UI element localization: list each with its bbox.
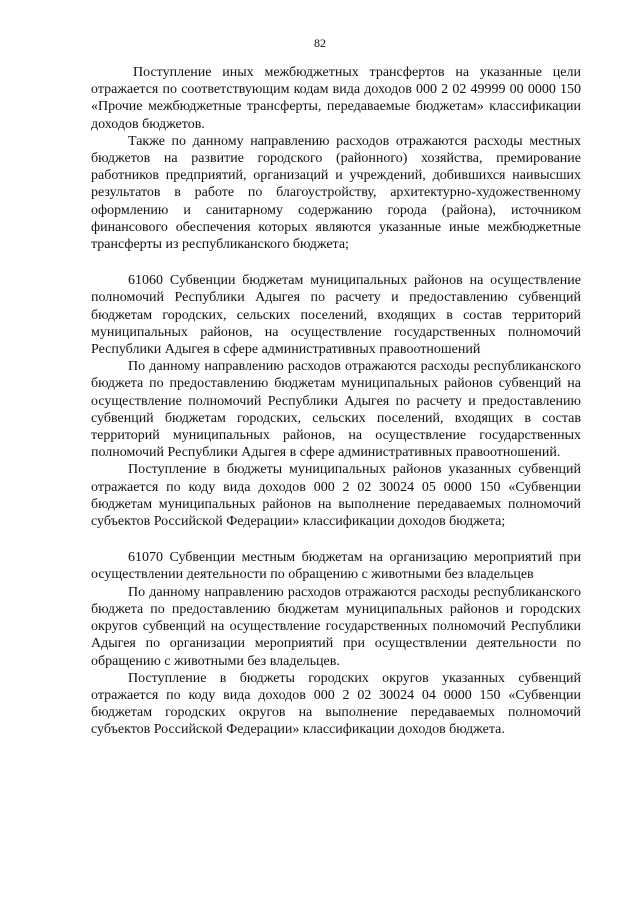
paragraph-transfer-receipt: Поступление иных межбюджетных трансфертов на указанные цели отражается по соответствующим кодам вида доходов 000 2 02 49999 00 0000 150 «Прочие межбюджетные трансферты, передаваемые бюджетам» классификации доходов бюджетов. (91, 65, 581, 132)
paragraph-61060-expenses: По данному направлению расходов отражаются расходы республиканского бюджета по предоставлению бюджетам муниципальных районов субвенций на осуществление полномочий Республики Адыгея по расчету и предоставлению субвенций бюджетам городских, сельских поселений, входящих в состав территорий муниципальных районов, на осуществление государственных полномочий Республики Адыгея в сфере административных правоотношений. (91, 359, 581, 461)
section-gap (91, 530, 581, 549)
document-body (91, 64, 581, 739)
paragraph-61060-receipt: Поступление в бюджеты муниципальных районов указанных субвенций отражается по коду вида доходов 000 2 02 30024 05 0000 150 «Субвенции бюджетам муниципальных районов на выполнение передаваемых полномочий субъектов Российской Федерации» классификации доходов бюджета; (91, 462, 581, 530)
paragraph-61070-expenses: По данному направлению расходов отражаются расходы республиканского бюджета по предоставлению бюджетам муниципальных районов и городских округов субвенций на осуществление государственных полномочий Республики Адыгея по организации мероприятий при осуществлении деятельности по обращению с животными без владельцев. (91, 584, 581, 669)
page-number: 82 (314, 36, 326, 50)
heading-61060: 61060 Субвенции бюджетам муниципальных районов на осуществление полномочий Республики Адыгея по расчету и предоставлению субвенций бюджетам городских, сельских поселений, входящих в состав территорий муниципальных районов, на осуществление государственных полномочий Республики Адыгея в сфере административных правоотношений (91, 273, 581, 358)
heading-61070: 61070 Субвенции местным бюджетам на организацию мероприятий при осуществлении деятельности по обращению с животными без владельцев (91, 550, 581, 583)
paragraph-61070-receipt: Поступление в бюджеты городских округов указанных субвенций отражается по коду вида доходов 000 2 02 30024 04 0000 150 «Субвенции бюджетам городских округов на выполнение передаваемых полномочий субъектов Российской Федерации» классификации доходов бюджета. (91, 670, 581, 738)
section-gap (91, 253, 581, 272)
paragraph-local-budget-expenses: Также по данному направлению расходов отражаются расходы местных бюджетов на развитие городского (районного) хозяйства, премирование работников предприятий, организаций и учреждений, добившихся наивысших результатов в работе по благоустройству, архитектурно-художественному оформлению и санитарному содержанию города (района), источником финансового обеспечения которых являются указанные иные межбюджетные трансферты из республиканского бюджета; (91, 133, 581, 253)
